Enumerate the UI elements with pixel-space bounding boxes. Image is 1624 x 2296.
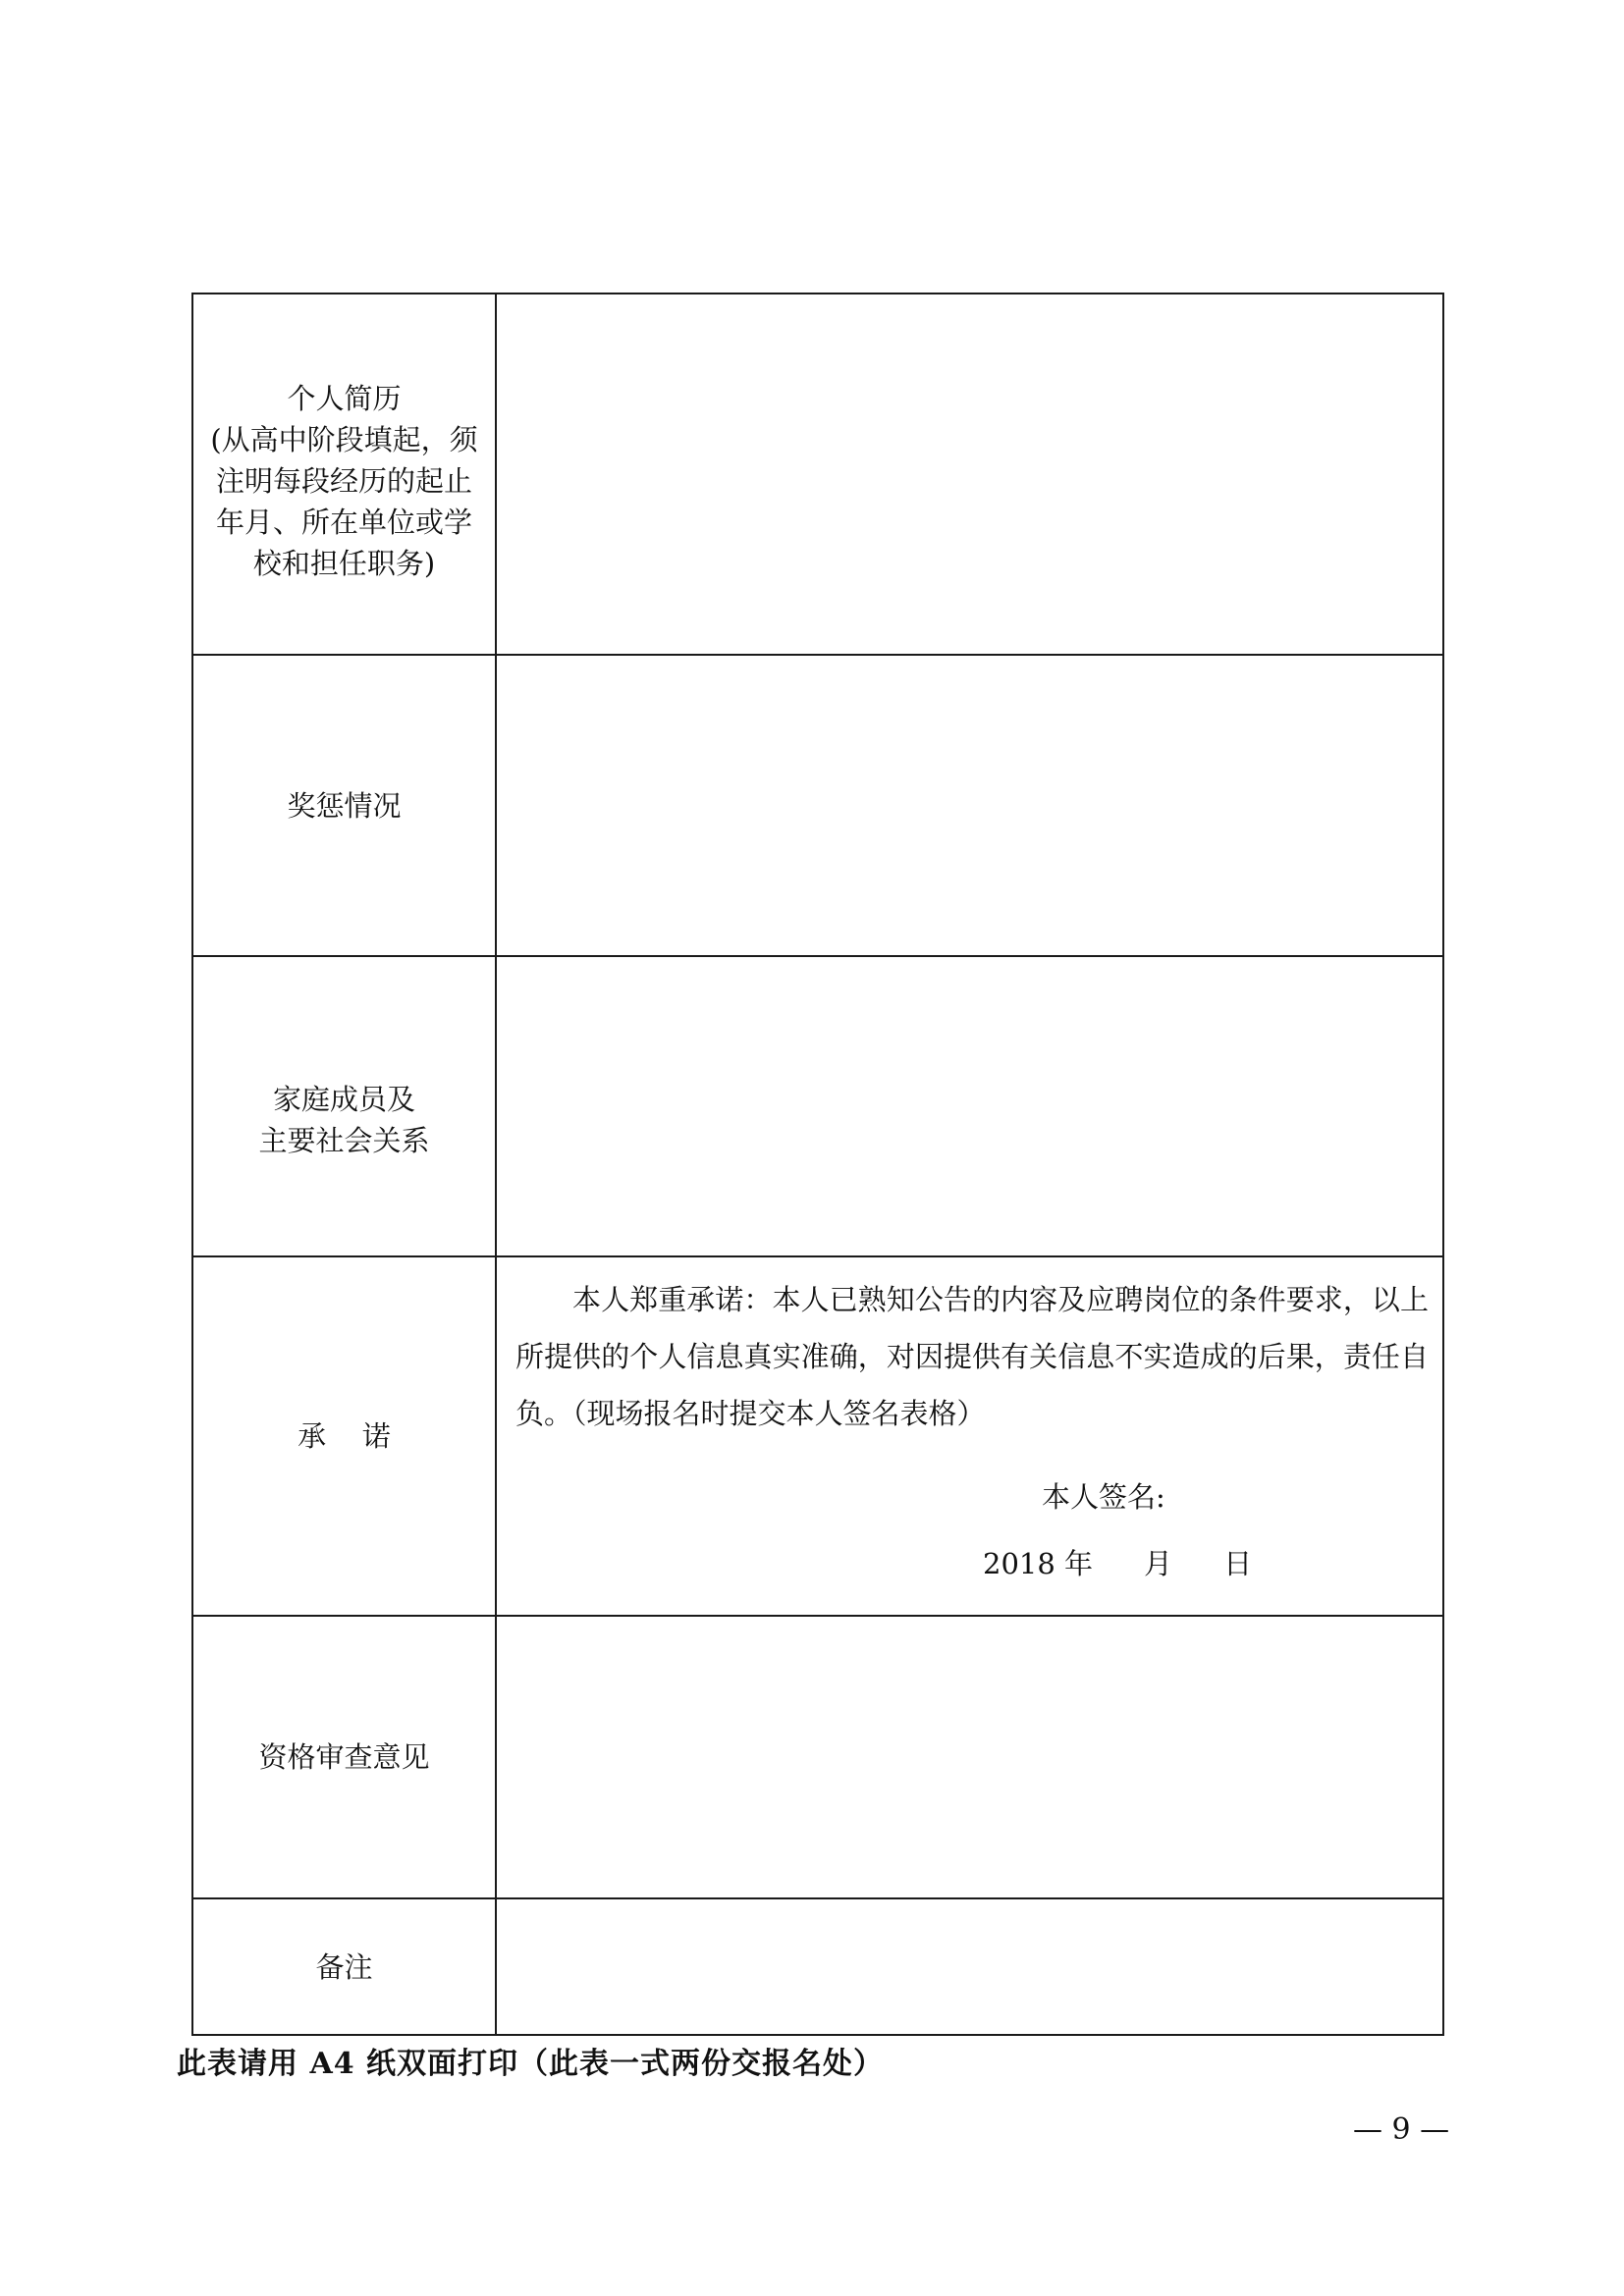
page-number: — 9 —: [1353, 2112, 1450, 2147]
pledge-text: 本人郑重承诺：本人已熟知公告的内容及应聘岗位的条件要求，以上所提供的个人信息真实准确，对因提供有关信息不实造成的后果，责任自负。（现场报名时提交本人签名表格）: [515, 1283, 1429, 1430]
resume-label-line: (从高中阶段填起，须: [210, 423, 478, 456]
family-value-cell[interactable]: [496, 956, 1443, 1256]
resume-label-cell: [192, 294, 496, 655]
family-row: [192, 956, 1443, 1256]
awards-row: [192, 655, 1443, 956]
date-day-unit: 日: [1223, 1547, 1253, 1580]
resume-row: [192, 294, 1443, 655]
awards-label-cell: [192, 655, 496, 956]
family-label-line: 主要社会关系: [258, 1124, 430, 1157]
print-instruction-note: 此表请用 A4 纸双面打印（此表一式两份交报名处）: [177, 2047, 885, 2081]
pledge-label: 承 诺: [298, 1419, 391, 1453]
signature-label: 本人签名:: [1042, 1480, 1165, 1514]
date-year: 2018: [983, 1547, 1056, 1580]
pledge-content-cell: [496, 1256, 1443, 1616]
resume-label-line: 个人简历: [287, 382, 402, 415]
awards-label: 奖惩情况: [287, 788, 402, 823]
pledge-date: [983, 1542, 1252, 1582]
review-row: [192, 1616, 1443, 1898]
remarks-label-cell: [192, 1898, 496, 2035]
resume-label-line: 注明每段经历的起止: [215, 464, 472, 498]
review-value-cell[interactable]: [496, 1616, 1443, 1898]
awards-value-cell[interactable]: [496, 655, 1443, 956]
remarks-value-cell[interactable]: [496, 1898, 1443, 2035]
resume-label-line: 年月、所在单位或学: [215, 506, 472, 539]
registration-form-table: [191, 293, 1444, 2036]
resume-value-cell[interactable]: [496, 294, 1443, 655]
date-year-unit: 年: [1064, 1547, 1094, 1580]
review-label-cell: [192, 1616, 496, 1898]
family-label-line: 家庭成员及: [272, 1083, 415, 1116]
pledge-label-cell: [192, 1256, 496, 1616]
date-month-unit: 月: [1144, 1547, 1173, 1580]
remarks-row: [192, 1898, 1443, 2035]
family-label-cell: [192, 956, 496, 1256]
resume-label-line: 校和担任职务): [252, 547, 436, 580]
remarks-label: 备注: [315, 1949, 373, 1984]
review-label: 资格审查意见: [258, 1740, 430, 1774]
pledge-row: [192, 1256, 1443, 1616]
